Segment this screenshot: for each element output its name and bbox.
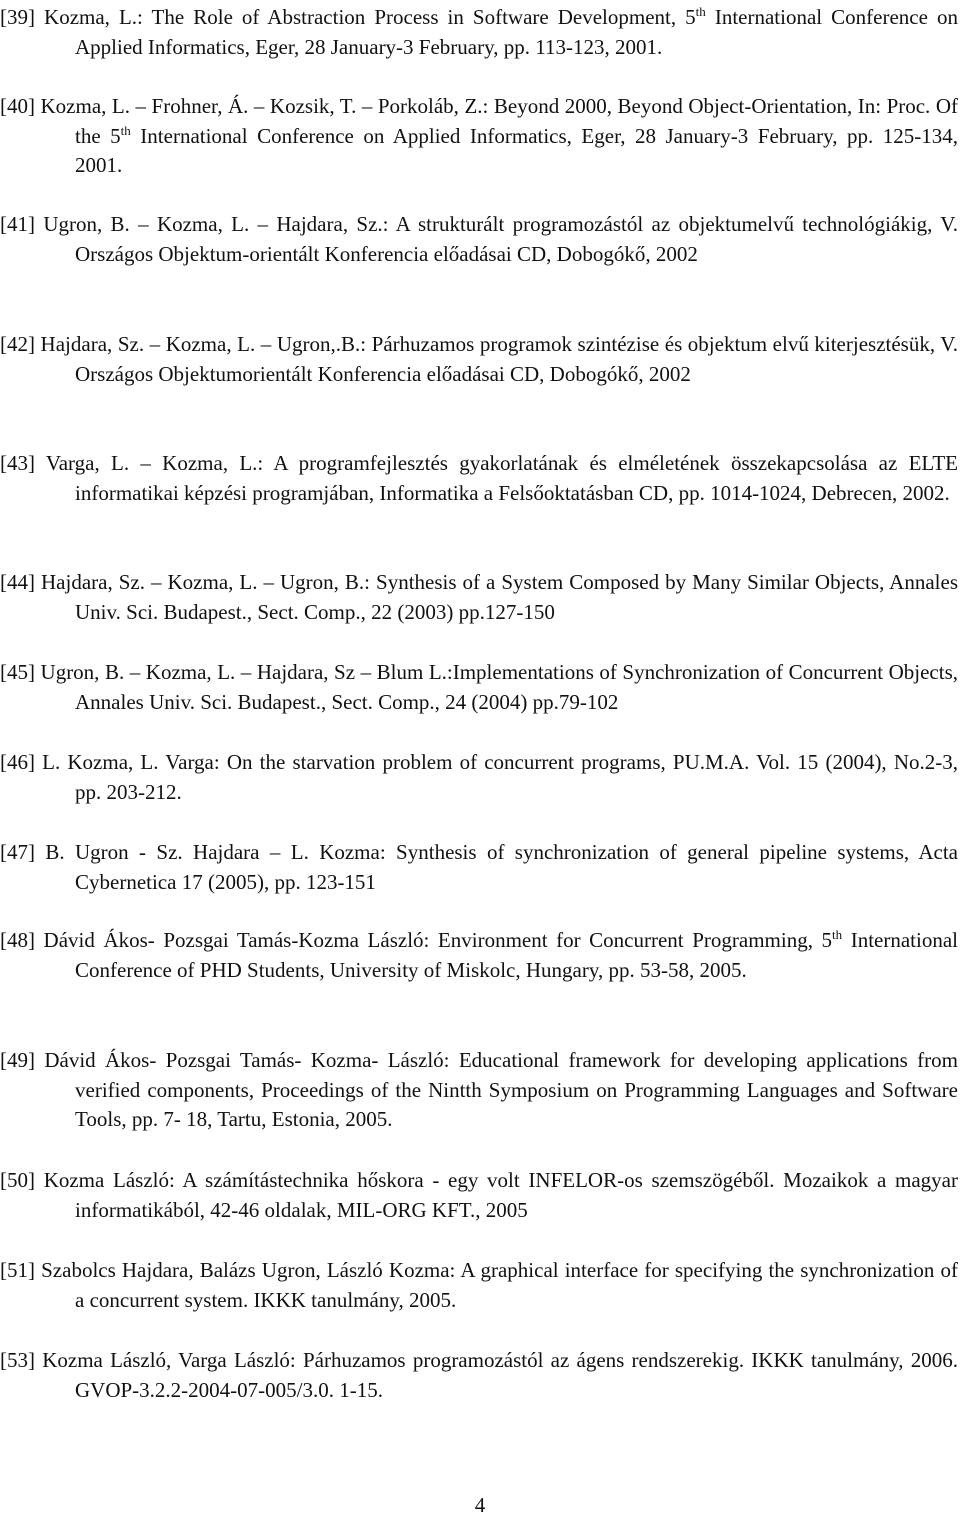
reference-number: [51]: [0, 1258, 35, 1282]
reference-text: Kozma László, Varga László: Párhuzamos programozástól az ágens rendszerekig. IKKK tanulmány, 2006. GVOP-3.2.2-2004-07-005/3.0. 1-15.: [35, 1348, 958, 1402]
ordinal-superscript: th: [695, 4, 706, 19]
reference-text: Dávid Ákos- Pozsgai Tamás- Kozma- László: Educational framework for developing applications from verified components, Proceedings of the Nintth Symposium on Programming Languages and Software Tools, pp. 7- 18, Tartu, Estonia, 2005.: [35, 1048, 958, 1131]
reference-number: [41]: [0, 212, 35, 236]
ordinal-superscript: th: [832, 927, 843, 942]
reference-number: [49]: [0, 1048, 35, 1072]
reference-text: Dávid Ákos- Pozsgai Tamás-Kozma László: Environment for Concurrent Programming, 5: [35, 928, 833, 952]
reference-number: [53]: [0, 1348, 35, 1372]
reference-48: [0, 926, 958, 985]
reference-number: [40]: [0, 94, 35, 118]
reference-50: [0, 1166, 958, 1225]
reference-number: [42]: [0, 332, 35, 356]
reference-number: [44]: [0, 570, 35, 594]
reference-46: [0, 748, 958, 807]
reference-text: Hajdara, Sz. – Kozma, L. – Ugron,.B.: Párhuzamos programok szintézise és objektum elvű kiterjesztésük, V. Országos Objektumorientált Konferencia előadásai CD, Dobogókő, 2002: [35, 332, 958, 386]
reference-53: [0, 1346, 958, 1405]
reference-number: [47]: [0, 840, 35, 864]
reference-text: International Conference on Applied Informatics, Eger, 28 January-3 February, pp. 125-134, 2001.: [75, 123, 958, 177]
reference-text: Kozma László: A számítástechnika hőskora - egy volt INFELOR-os szemszögéből. Mozaikok a magyar informatikából, 42-46 oldalak, MIL-ORG KFT., 2005: [35, 1168, 958, 1222]
reference-number: [50]: [0, 1168, 35, 1192]
reference-text: Varga, L. – Kozma, L.: A programfejlesztés gyakorlatának és elméletének összekapcsolása az ELTE informatikai képzési programjában, Informatika a Felsőoktatásban CD, pp. 1014-1024, Debrecen, 2002.: [35, 451, 958, 505]
page-number: 4: [474, 1493, 486, 1517]
reference-number: [39]: [0, 5, 35, 29]
reference-42: [0, 330, 958, 389]
reference-43: [0, 449, 958, 508]
reference-text: Ugron, B. – Kozma, L. – Hajdara, Sz – Blum L.:Implementations of Synchronization of Concurrent Objects, Annales Univ. Sci. Budapest., Sect. Comp., 24 (2004) pp.79-102: [35, 660, 958, 714]
reference-51: [0, 1256, 958, 1315]
reference-number: [43]: [0, 451, 35, 475]
reference-44: [0, 568, 958, 627]
reference-text: Szabolcs Hajdara, Balázs Ugron, László Kozma: A graphical interface for specifying the synchronization of a concurrent system. IKKK tanulmány, 2005.: [35, 1258, 958, 1312]
reference-text: B. Ugron - Sz. Hajdara – L. Kozma: Synthesis of synchronization of general pipeline systems, Acta Cybernetica 17 (2005), pp. 123-151: [35, 840, 958, 894]
reference-text: Ugron, B. – Kozma, L. – Hajdara, Sz.: A strukturált programozástól az objektumelvű technológiákig, V. Országos Objektum-orientált Konferencia előadásai CD, Dobogókő, 2002: [35, 212, 958, 266]
reference-45: [0, 658, 958, 717]
reference-40: [0, 92, 958, 181]
reference-number: [48]: [0, 928, 35, 952]
reference-47: [0, 838, 958, 897]
reference-text: International Conference of PHD Students, University of Miskolc, Hungary, pp. 53-58, 2005.: [75, 928, 958, 982]
reference-text: Kozma, L. – Frohner, Á. – Kozsik, T. – Porkoláb, Z.: Beyond 2000, Beyond Object-Orientation, In: Proc. Of the 5: [35, 94, 958, 148]
reference-text: Kozma, L.: The Role of Abstraction Process in Software Development, 5: [35, 5, 696, 29]
reference-39: [0, 3, 958, 62]
ordinal-superscript: th: [120, 122, 131, 138]
reference-number: [46]: [0, 750, 35, 774]
reference-41: [0, 210, 958, 269]
reference-text: International Conference on Applied Informatics, Eger, 28 January-3 February, pp. 113-123, 2001.: [75, 5, 958, 59]
reference-49: [0, 1046, 958, 1135]
reference-text: Hajdara, Sz. – Kozma, L. – Ugron, B.: Synthesis of a System Composed by Many Similar Objects, Annales Univ. Sci. Budapest., Sect. Comp., 22 (2003) pp.127-150: [35, 570, 958, 624]
reference-number: [45]: [0, 660, 35, 684]
reference-text: L. Kozma, L. Varga: On the starvation problem of concurrent programs, PU.M.A. Vol. 15 (2004), No.2-3, pp. 203-212.: [35, 750, 958, 804]
